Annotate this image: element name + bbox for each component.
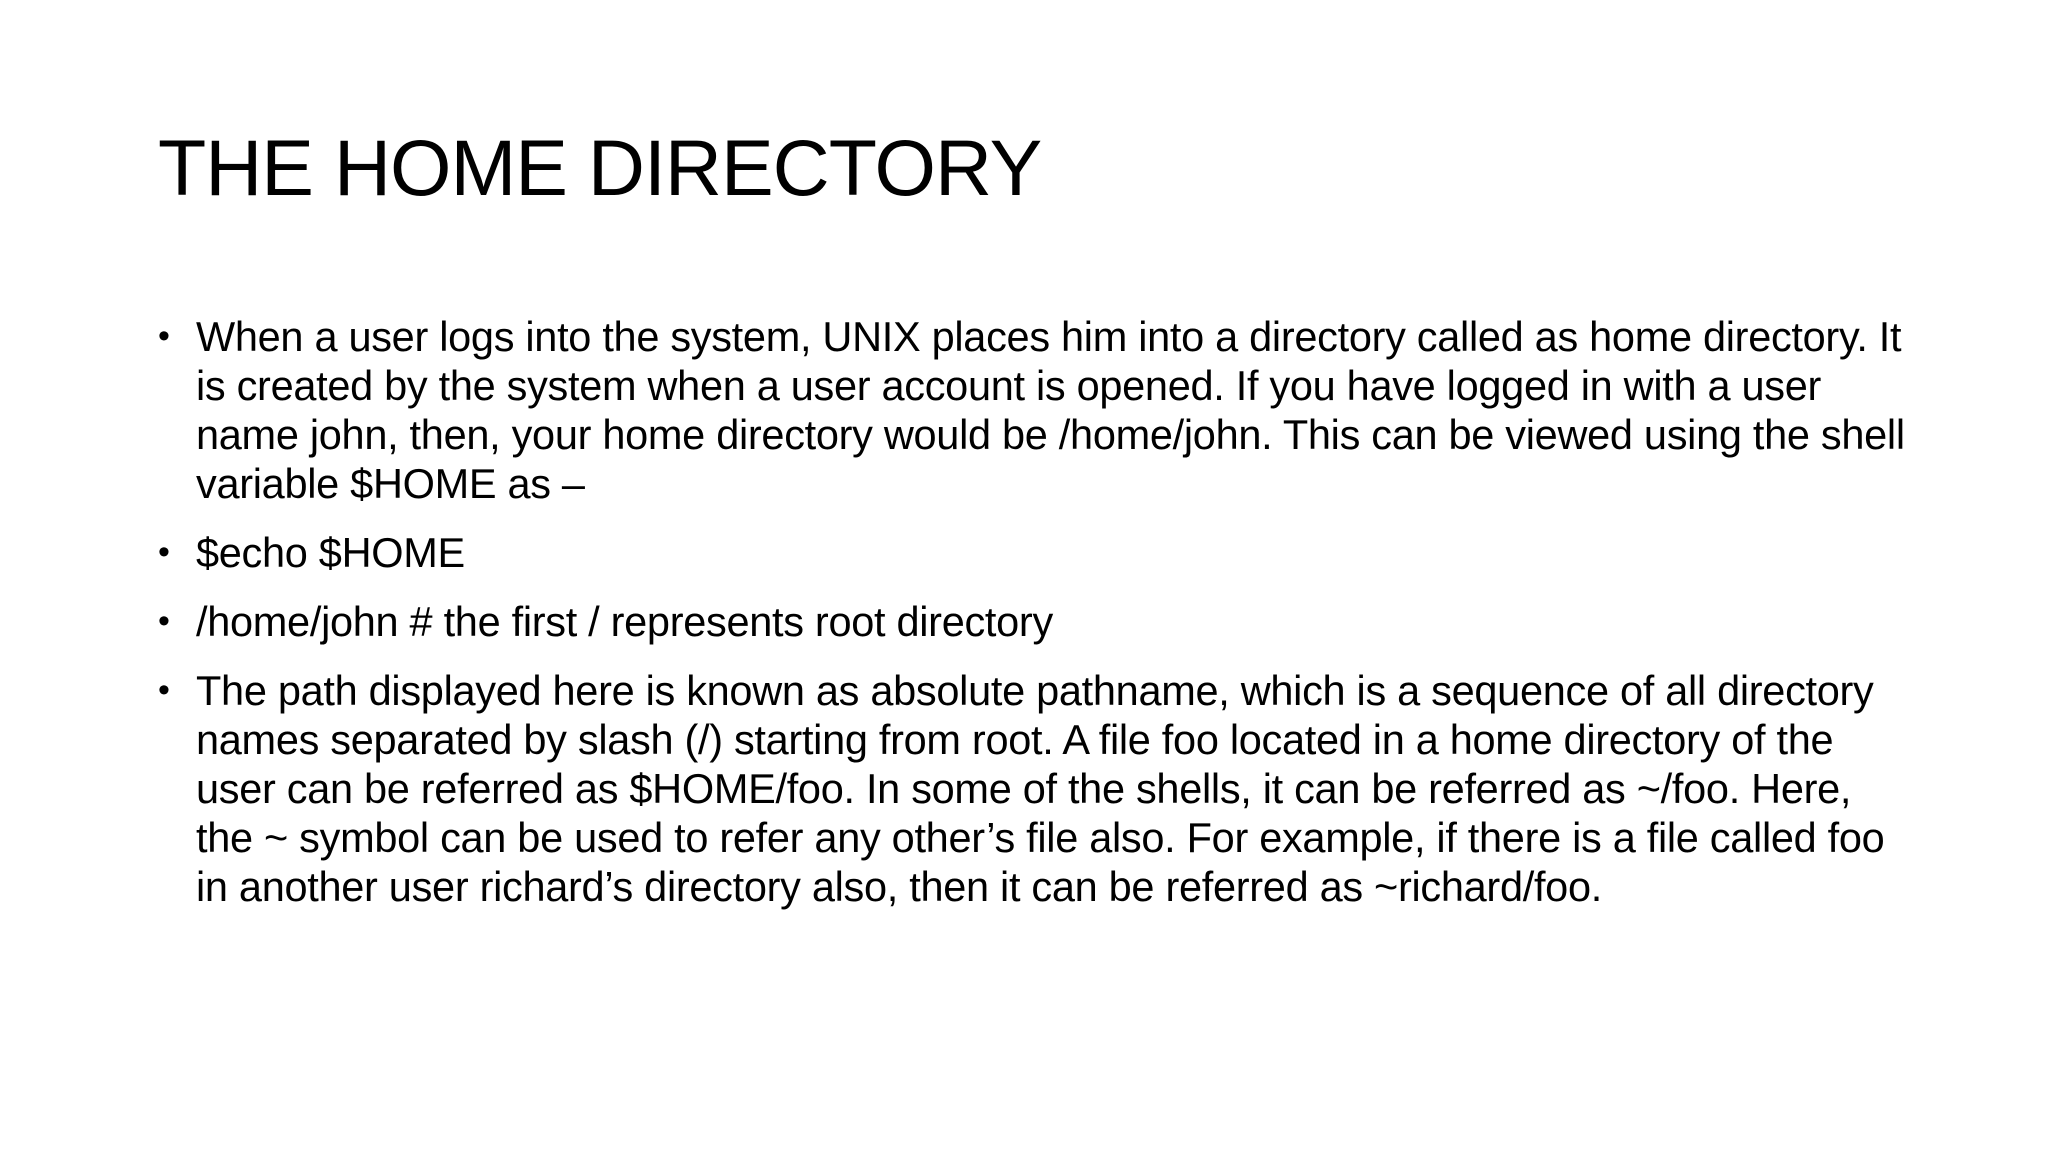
bullet-item: [158, 597, 1918, 646]
bullet-dot-icon: •: [158, 602, 170, 640]
bullet-text: The path displayed here is known as absolute pathname, which is a sequence of all directory names separated by slash (/) starting from root. A file foo located in a home directory of the user can be referred as $HOME/foo. In some of the shells, it can be referred as ~/foo. Here, the ~ symbol can be used to refer any other’s file also. For example, if there is a file called foo in another user richard’s directory also, then it can be referred as ~richard/foo.: [196, 667, 1885, 910]
bullet-dot-icon: •: [158, 317, 170, 355]
slide-title: THE HOME DIRECTORY: [158, 123, 1042, 212]
bullet-item: [158, 666, 1918, 911]
bullet-dot-icon: •: [158, 533, 170, 571]
bullet-list: [158, 312, 1918, 931]
bullet-text: When a user logs into the system, UNIX places him into a directory called as home directory. It is created by the system when a user account is opened. If you have logged in with a user name john, then, your home directory would be /home/john. This can be viewed using the shell variable $HOME as –: [196, 313, 1905, 507]
bullet-item: [158, 528, 1918, 577]
bullet-text: $echo $HOME: [196, 529, 465, 576]
bullet-text: /home/john # the first / represents root directory: [196, 598, 1053, 645]
bullet-dot-icon: •: [158, 671, 170, 709]
bullet-item: [158, 312, 1918, 508]
